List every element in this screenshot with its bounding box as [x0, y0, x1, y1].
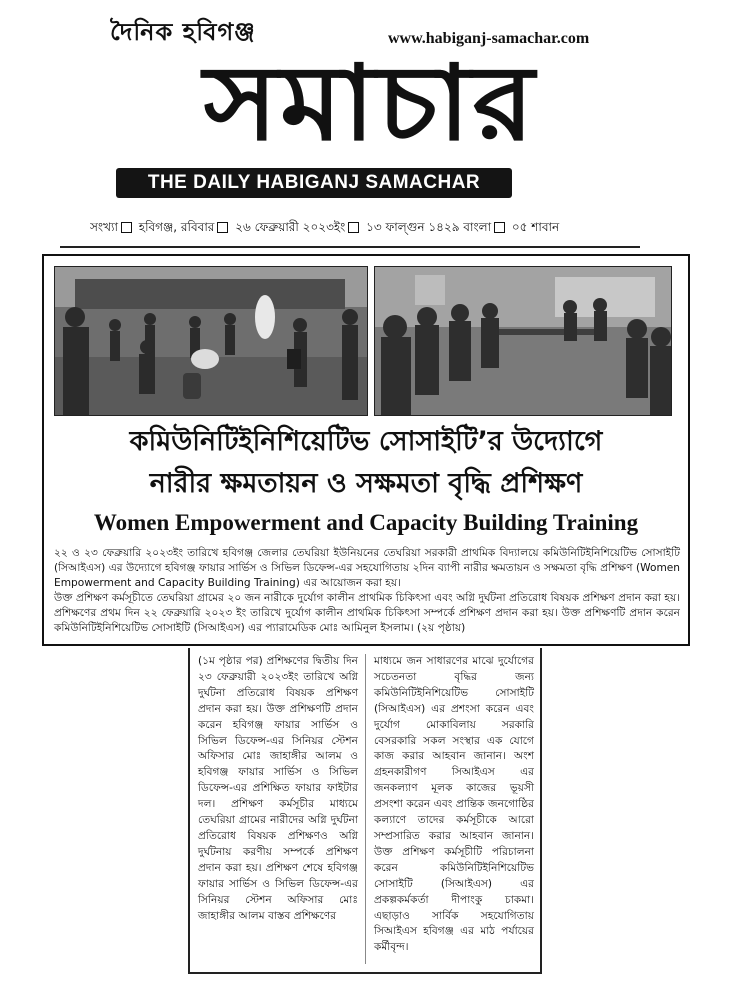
- masthead-rule: [60, 246, 640, 248]
- continuation-column-1: (১ম পৃষ্ঠার পর) প্রশিক্ষণের দ্বিতীয় দিন ২৩ ফেব্রুয়ারী ২০২৩ইং তারিখে অগ্নি দুর্ঘটনা প্রতিরোধ বিষয়ক প্রশিক্ষণ প্রদান করা হয়। উক্ত প্রশিক্ষণটি প্রদান করেন হবিগঞ্জ ফায়ার সার্ভিস ও সিভিল ডিফেন্স-এর সিনিয়র স্টেশন অফিসার মোঃ জাহাঙ্গীর আলম ও হবিগঞ্জ ফায়ার সার্ভিস ও সিভিল ডিফেন্স-এর প্রশিক্ষিত ফায়ার ফাইটার দল। প্রশিক্ষণ কর্মসূচীর মাধ্যমে তেঘরিয়া গ্রামের নারীদের অগ্নি দুর্ঘটনা প্রতিরোধ বিষয়ক প্রশিক্ষণও অগ্নি দুর্ঘটনায় করণীয় সম্পর্কে প্রশিক্ষণ প্রদান করা হয়। প্রশিক্ষণ শেষে হবিগঞ্জ ফায়ার সার্ভিস ও সিভিল ডিফেন্স-এর সিনিয়র স্টেশন অফিসার মোঃ জাহাঙ্গীর আলম বাস্তব প্রশিক্ষণের: [198, 655, 358, 922]
- dateline-bangla-date: ১৩ ফাল্গুন ১৪২৯ বাংলা: [366, 220, 492, 234]
- masthead-kicker: দৈনিক হবিগঞ্জ: [110, 18, 256, 46]
- photo-fire-drill: [54, 266, 368, 416]
- masthead-english-name: THE DAILY HABIGANJ SAMACHAR: [116, 168, 512, 198]
- article-paragraph: ২২ ও ২৩ ফেব্রুয়ারি ২০২৩ইং তারিখে হবিগঞ্জ জেলার তেঘরিয়া ইউনিয়নের তেঘরিয়া সরকারী প্রাথমিক বিদ্যালয়ে কমিউনিটিইনিশিয়েটিভ সোসাইটি (সিআইএস) এর উদ্যোগে হবিগঞ্জ ফায়ার সার্ভিস ও সিভিল ডিফেন্স-এর সহযোগিতায় ২দিন ব্যাপী নারীর ক্ষমতায়ন ও সক্ষমতা বৃদ্ধি প্রশিক্ষণ (Women Empowerment and Capacity Building Training) এর আয়োজন করা হয়।: [54, 547, 680, 589]
- dateline-place-day: হবিগঞ্জ, রবিবার: [138, 220, 215, 234]
- column-divider: [365, 654, 366, 964]
- article-paragraph: উক্ত প্রশিক্ষণ কর্মসূচীতে তেঘরিয়া গ্রামের ২০ জন নারীকে দুর্যোগ কালীন প্রাথমিক চিকিৎসা এবং অগ্নি দুর্ঘটনা প্রতিরোধ বিষয়ক প্রশিক্ষণ প্রদান করা হয়। প্রশিক্ষণের প্রথম দিন ২২ ফেব্রুয়ারি ২০২৩ ইং তারিখে দুর্যোগ কালীন প্রাথমিক চিকিৎসা সম্পর্কে প্রশিক্ষণ প্রদান করা হয়। উক্ত প্রশিক্ষণটি প্রদান করেন কমিউনিটিইনিশিয়েটিভ সোসাইটি (সিআইএস) এর প্যারামেডিক মোঃ আমিনুল ইসলাম। (২য় পৃষ্ঠায়): [54, 592, 680, 634]
- continuation-box: [188, 648, 542, 974]
- headline-line-1: কমিউনিটিইনিশিয়েটিভ সোসাইটি’র উদ্যোগে: [129, 426, 603, 457]
- headline-line-2: নারীর ক্ষমতায়ন ও সক্ষমতা বৃদ্ধি প্রশিক্ষণ: [149, 468, 583, 499]
- continuation-column-2: মাধ্যমে জন সাধারণের মাঝে দুর্যোগের সচেতনতা বৃদ্ধির জন্য কমিউনিটিইনিশিয়েটিভ সোসাইটি (সিআইএস) এর প্রশংসা করেন এবং দুর্যোগ মোকাবিলায় সরকারি বেসরকারি সকল সংস্থার এক যোগে কাজ করার আহবান জানান। অংশ গ্রহনকারীগণ সিআইএস এর জনকল্যাণ মূলক কাজের ভূয়সী প্রসংশা করেন এবং প্রান্তিক জনগোষ্ঠির কল্যাণে তাদের কর্মসূচীকে আরো সম্প্রসারিত করার আহবান জানান। উক্ত প্রশিক্ষণ কর্মসূচীটি পরিচালনা করেন কমিউনিটিইনিশিয়েটিভ সোসাইটি (সিআইএস) এর প্রকল্পকর্মকর্তা দীপাংকু চাকমা। এছাড়াও সার্বিক সহযোগিতায় সিআইএস হবিগঞ্জ এর মাঠ পর্যায়ের কর্মীবৃন্দ।: [374, 655, 534, 954]
- article-body: [54, 546, 680, 636]
- photo-training-session: [374, 266, 672, 416]
- dateline-hijri-date: ০৫ শাবান: [511, 220, 560, 234]
- dateline-issue: সংখ্যা: [90, 220, 118, 234]
- dateline: [90, 216, 650, 238]
- masthead-title: সমাচার: [203, 42, 537, 164]
- masthead-url: www.habiganj-samachar.com: [388, 30, 590, 47]
- dateline-gregorian-date: ২৬ ফেব্রুয়ারী ২০২৩ইং: [235, 220, 346, 234]
- article-box: [42, 254, 690, 646]
- english-title: Women Empowerment and Capacity Building Training: [93, 510, 639, 535]
